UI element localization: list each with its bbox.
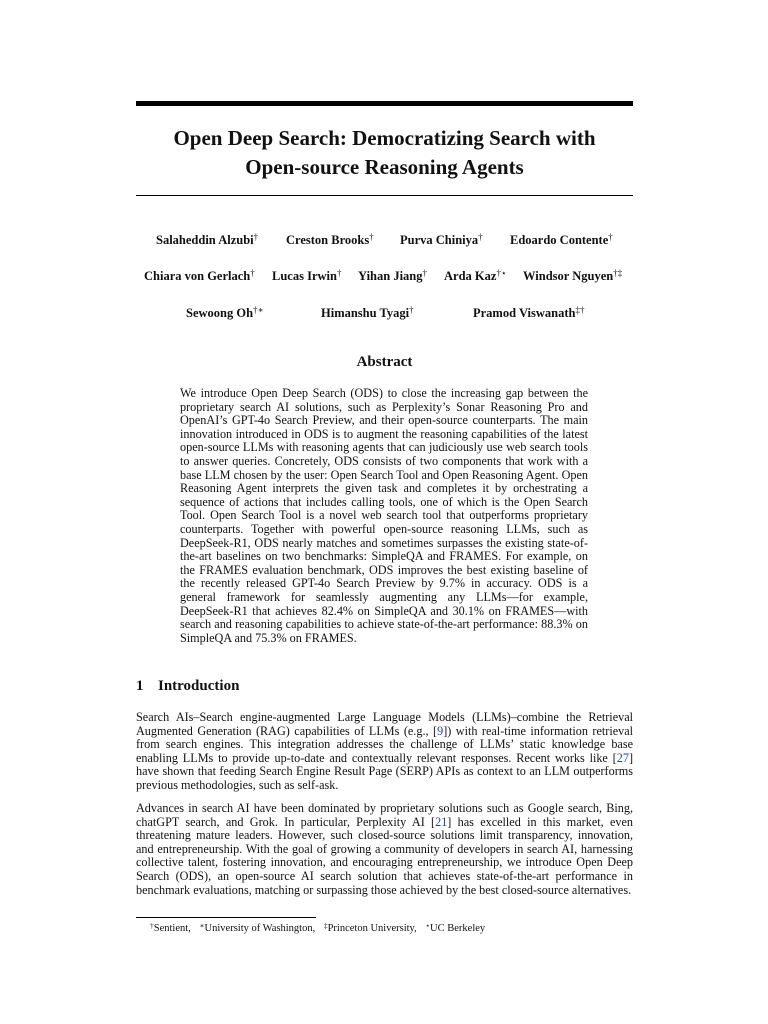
author-name: Sewoong Oh†∗ xyxy=(186,305,264,320)
abstract-text: We introduce Open Deep Search (ODS) to close the increasing gap between the proprietary search AI solutions, such as Perplexity’s Sonar Reasoning Pro and OpenAI’s GPT-4o Search Preview, and their open-source counterparts. The main innovation introduced in ODS is to augment the reasoning capabilities of the latest open-source LLMs with reasoning agents that can judiciously use web search tools to answer queries. Concretely, ODS consists of two components that work with a base LLM chosen by the user: Open Search Tool and Open Reasoning Agent. Open Reasoning Agent interprets the given task and completes it by orchestrating a sequence of actions that includes calling tools, one of which is the Open Search Tool. Open Search Tool is a novel web search tool that outperforms proprietary counterparts. Together with powerful open-source reasoning LLMs, such as DeepSeek-R1, ODS nearly matches and sometimes surpasses the existing state-of-the-art baselines on two benchmarks: SimpleQA and FRAMES. For example, on the FRAMES evaluation benchmark, ODS improves the best existing baseline of the recently released GPT-4o Search Preview by 9.7% in accuracy. ODS is a general framework for seamlessly augmenting any LLMs—for example, DeepSeek-R1 that achieves 82.4% on SimpleQA and 30.1% on FRAMES—with search and reasoning capabilities to achieve state-of-the-art performance: 88.3% on SimpleQA and 75.3% on FRAMES. xyxy=(180,386,588,645)
footnote-rule xyxy=(136,917,316,918)
author-name: Edoardo Contente† xyxy=(510,232,613,247)
affiliation-footnote: †Sentient, ∗University of Washington, ‡Princeton University, ⋆UC Berkeley xyxy=(150,921,486,934)
author-name: Windsor Nguyen†‡ xyxy=(523,268,623,283)
citation-link[interactable]: 21 xyxy=(435,814,448,829)
author-name: Pramod Viswanath‡† xyxy=(473,305,585,320)
title-line-1: Open Deep Search: Democratizing Search with xyxy=(173,126,596,150)
author-name: Lucas Irwin† xyxy=(272,268,342,283)
author-name: Arda Kaz†⋆ xyxy=(444,268,507,283)
title-bottom-rule xyxy=(136,195,633,196)
section-heading xyxy=(136,678,633,695)
author-name: Salaheddin Alzubi† xyxy=(156,232,259,247)
author-name: Himanshu Tyagi† xyxy=(321,305,414,320)
author-name: Yihan Jiang† xyxy=(358,268,427,283)
title-top-rule xyxy=(136,101,633,106)
author-name: Chiara von Gerlach† xyxy=(144,268,255,283)
section-number: 1 xyxy=(136,678,144,694)
citation-link[interactable]: 9 xyxy=(437,723,444,738)
author-name: Creston Brooks† xyxy=(286,232,374,247)
body-paragraph: Advances in search AI have been dominated by proprietary solutions such as Google search, Bing, chatGPT search, and Grok. In particular, Perplexity AI [21] has excelled in this market, even threatening mature leaders. However, such closed-source solutions limit transparency, innovation, and entrepreneurship. With the goal of growing a community of developers in search AI, harnessing collective talent, fostering innovation, and encouraging entrepreneurship, we introduce Open Deep Search (ODS), an open-source AI search solution that achieves state-of-the-art performance in benchmark evaluations, matching or surpassing those achieved by the best closed-source alternatives. xyxy=(136,801,633,897)
section-title: Introduction xyxy=(158,678,240,694)
author-name: Purva Chiniya† xyxy=(400,232,483,247)
abstract-heading: Abstract xyxy=(356,354,413,370)
title-line-2: Open-source Reasoning Agents xyxy=(245,155,524,179)
citation-link[interactable]: 27 xyxy=(616,750,629,765)
paper-title xyxy=(136,124,633,182)
body-paragraph: Search AIs–Search engine-augmented Large Language Models (LLMs)–combine the Retrieval Augmented Generation (RAG) capabilities of LLMs (e.g., [9]) with real-time information retrieval from search engines. This integration addresses the challenge of LLMs’ static knowledge base enabling LLMs to provide up-to-date and contextually relevant responses. Recent works like [27] have shown that feeding Search Engine Result Page (SERP) APIs as context to an LLM outperforms previous methodologies, such as self-ask. xyxy=(136,710,634,792)
